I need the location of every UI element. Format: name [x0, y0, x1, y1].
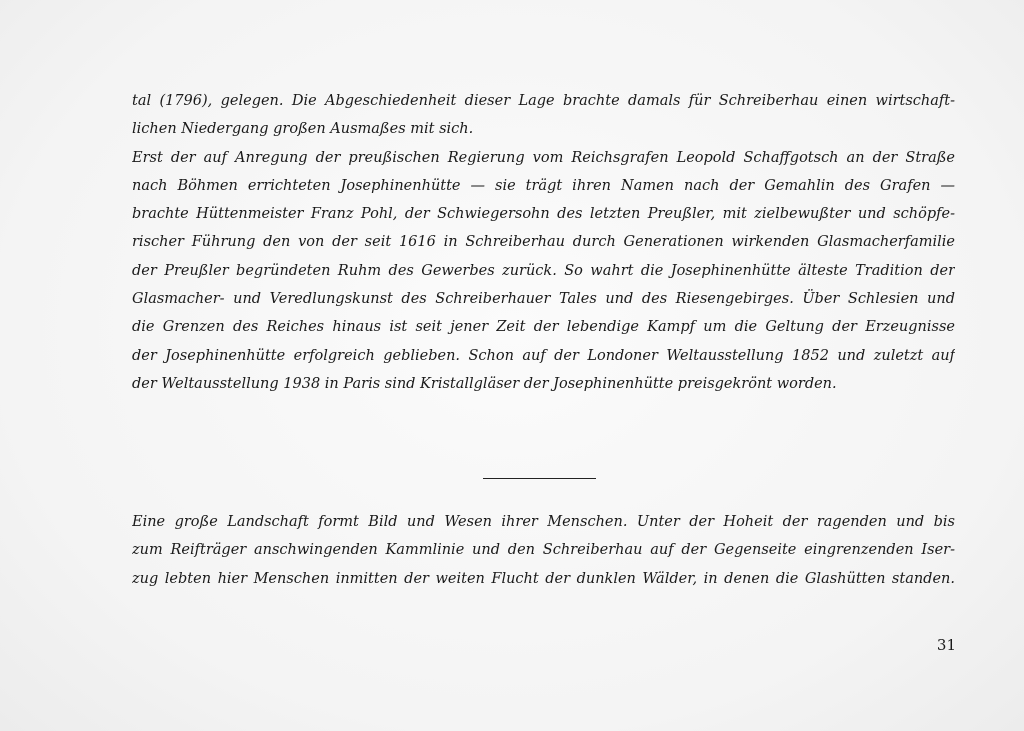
text-line: Eine große Landschaft formt Bild und Wesen ihrer Menschen. Unter der Hoheit der ragenden und bis	[132, 514, 955, 530]
text-line: Erst der auf Anregung der preußischen Regierung vom Reichsgrafen Leopold Schaffgotsch an der Straße	[132, 149, 955, 166]
text-line: der Preußler begründeten Ruhm des Gewerbes zurück. So wahrt die Josephinenhütte älteste Tradition der	[132, 262, 955, 279]
paragraph-history	[132, 87, 955, 398]
text-line: brachte Hüttenmeister Franz Pohl, der Schwiegersohn des letzten Preußler, mit zielbewußter und schöpfe-	[132, 206, 955, 223]
text-line: tal (1796), gelegen. Die Abgeschiedenheit dieser Lage brachte damals für Schreiberhau einen wirtschaft-	[132, 93, 955, 109]
text-line: nach Böhmen errichteten Josephinenhütte — sie trägt ihren Namen nach der Gemahlin des Grafen —	[132, 177, 955, 194]
text-line: der Weltausstellung 1938 in Paris sind Kristallgläser der Josephinenhütte preisgekrönt worden.	[132, 375, 837, 392]
page-number: 31	[936, 636, 956, 654]
text-line: rischer Führung den von der seit 1616 in Schreiberhau durch Generationen wirkenden Glasmacherfamilie	[132, 234, 955, 251]
paragraph-landscape	[132, 508, 955, 593]
text-line: zum Reifträger anschwingenden Kammlinie und den Schreiberhau auf der Gegenseite eingrenzenden Iser-	[132, 542, 955, 559]
text-line: der Josephinenhütte erfolgreich geblieben. Schon auf der Londoner Weltausstellung 1852 und zuletzt auf	[132, 347, 955, 364]
text-line: lichen Niedergang großen Ausmaßes mit sich.	[132, 121, 474, 138]
text-line: die Grenzen des Reiches hinaus ist seit jener Zeit der lebendige Kampf um die Geltung der Erzeugnisse	[132, 319, 955, 336]
text-line: Glasmacher- und Veredlungskunst des Schreiberhauer Tales und des Riesengebirges. Über Schlesien und	[132, 291, 955, 308]
text-line: zug lebten hier Menschen inmitten der weiten Flucht der dunklen Wälder, in denen die Glashütten standen.	[132, 570, 955, 587]
section-divider	[483, 478, 596, 479]
